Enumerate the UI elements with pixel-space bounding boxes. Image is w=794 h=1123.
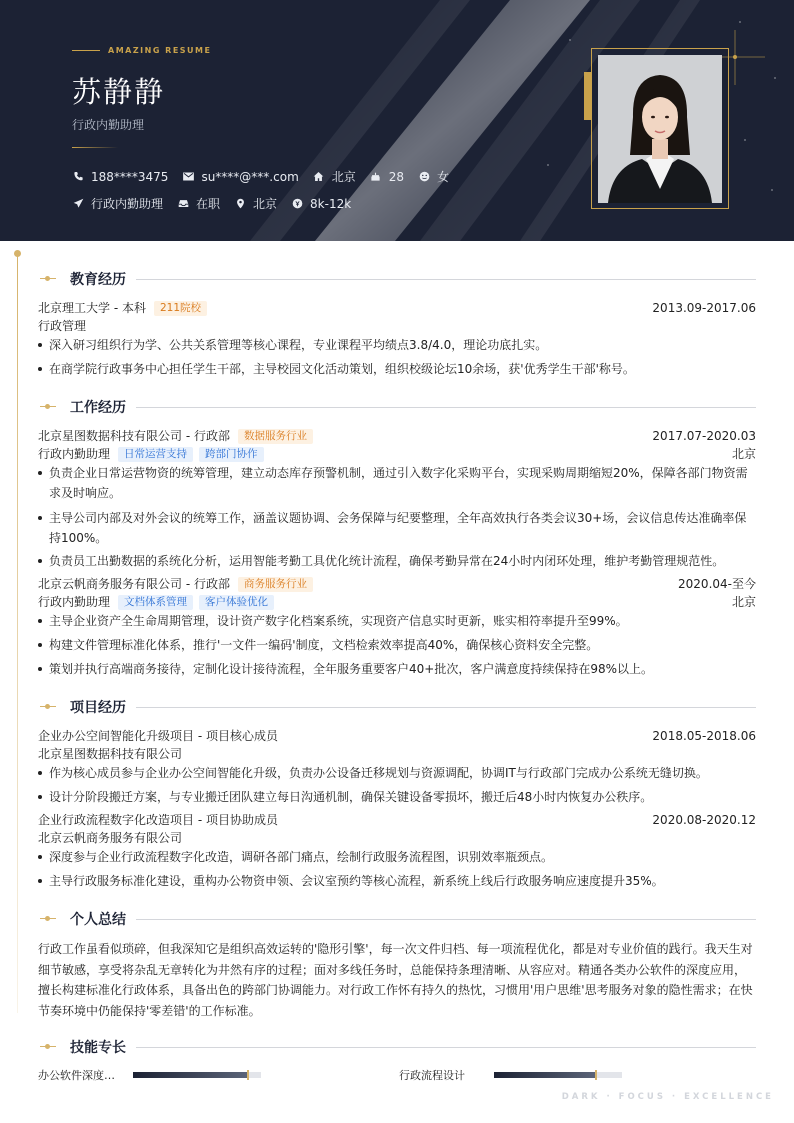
resume-header [0, 0, 794, 241]
contact-phone [72, 170, 168, 184]
education-school-row [38, 300, 756, 317]
education-date: 2013.09-2017.06 [652, 301, 756, 315]
contact-city-text: 北京 [331, 170, 356, 184]
tagline-text: AMAZING RESUME [108, 46, 212, 55]
job-bullet: 构建文件管理标准化体系，推行'一文件一编码'制度，文档检索效率提高40%，确保核心资料安全完整。 [38, 635, 756, 655]
contact-row [72, 168, 463, 185]
section-projects-header [40, 697, 756, 717]
intent-city-text: 北京 [253, 197, 278, 211]
candidate-name: 苏静静 [72, 75, 166, 109]
section-marker-icon [40, 702, 56, 712]
timeline-dot [14, 250, 21, 257]
project-name-row [38, 728, 756, 745]
school-name: 北京理工大学 - 本科 [38, 301, 146, 315]
section-marker-icon [40, 914, 56, 924]
intent-salary-text: 8k-12k [310, 196, 352, 211]
contact-phone-text: 188****3475 [91, 169, 169, 184]
project-date: 2018.05-2018.06 [652, 729, 756, 743]
coin-icon [291, 198, 303, 210]
education-bullet: 深入研习组织行为学、公共关系管理等核心课程，专业课程平均绩点3.8/4.0，理论功底扎实。 [38, 335, 756, 355]
project-bullet: 作为核心成员参与企业办公空间智能化升级，负责办公设备迁移规划与资源调配，协调IT与行政部门完成办公系统无缝切换。 [38, 763, 756, 783]
education-major: 行政管理 [38, 319, 87, 333]
contact-email [182, 170, 298, 184]
job-role-row [38, 446, 756, 463]
job-industry-tag: 商务服务行业 [238, 577, 313, 592]
section-title: 技能专长 [70, 1040, 126, 1056]
job-skill-tag: 日常运营支持 [118, 447, 193, 462]
section-work-header [40, 397, 756, 417]
send-icon [72, 198, 84, 210]
section-skills-header [40, 1037, 756, 1057]
job-bullet: 主导公司内部及对外会议的统筹工作，涵盖议题协调、会务保障与纪要整理，全年高效执行各类会议30+场，会议信息传达准确率保持100%。 [38, 508, 756, 548]
skill-bar [133, 1072, 261, 1078]
education-bullet: 在商学院行政事务中心担任学生干部，主导校园文化活动策划，组织校级论坛10余场，获'优秀学生干部'称号。 [38, 359, 756, 379]
face-icon [418, 171, 430, 183]
section-summary-header [40, 909, 756, 929]
project-name: 企业行政流程数字化改造项目 - 项目协助成员 [38, 813, 278, 827]
project-company-row [38, 830, 756, 847]
job-company: 北京云帆商务服务有限公司 - 行政部 [38, 577, 230, 591]
section-marker-icon [40, 402, 56, 412]
intent-status [177, 195, 220, 212]
footer-tagline: DARK · FOCUS · EXCELLENCE [561, 1092, 774, 1102]
resume-tagline [72, 46, 211, 55]
cake-icon [370, 171, 382, 183]
project-name: 企业办公空间智能化升级项目 - 项目核心成员 [38, 729, 278, 743]
contact-age [370, 170, 404, 184]
intent-position [72, 195, 163, 212]
section-title: 教育经历 [70, 272, 126, 288]
section-marker-icon [40, 1042, 56, 1052]
job-industry-tag: 数据服务行业 [238, 429, 313, 444]
skill-bar-fill [494, 1072, 596, 1078]
mail-icon [182, 171, 194, 183]
intent-status-text: 在职 [196, 197, 221, 211]
education-major-row [38, 318, 756, 335]
intent-city [234, 195, 277, 212]
skill-bar-marker [595, 1070, 597, 1080]
inbox-icon [177, 198, 189, 210]
skill-label: 办公软件深度… [38, 1069, 115, 1082]
contact-gender [418, 168, 449, 185]
section-rule [136, 707, 756, 708]
job-date: 2017.07-2020.03 [652, 429, 756, 443]
job-role-row [38, 594, 756, 611]
contact-city [313, 168, 356, 185]
job-skill-tag: 跨部门协作 [199, 447, 264, 462]
timeline-line [17, 253, 18, 1013]
job-role: 行政内勤助理 [38, 595, 111, 609]
section-title: 工作经历 [70, 400, 126, 416]
job-company-row [38, 576, 756, 593]
skill-bar-fill [133, 1072, 248, 1078]
job-company-row [38, 428, 756, 445]
project-bullet: 主导行政服务标准化建设，重构办公物资申领、会议室预约等核心流程，新系统上线后行政服务响应速度提升35%。 [38, 871, 756, 891]
skill-item [399, 1067, 622, 1083]
skill-bar [494, 1072, 622, 1078]
intent-row [72, 195, 365, 212]
project-date: 2020.08-2020.12 [652, 813, 756, 827]
section-marker-icon [40, 274, 56, 284]
school-tag: 211院校 [154, 301, 207, 316]
section-title: 个人总结 [70, 912, 126, 928]
contact-age-text: 28 [388, 169, 405, 184]
skill-label: 行政流程设计 [399, 1069, 465, 1082]
skill-bar-marker [247, 1070, 249, 1080]
tagline-rule [72, 50, 100, 51]
project-company-row [38, 746, 756, 763]
job-role: 行政内勤助理 [38, 447, 111, 461]
title-divider [72, 147, 118, 148]
project-company: 北京云帆商务服务有限公司 [38, 831, 183, 845]
section-education-header [40, 269, 756, 289]
job-skill-tag: 客户体验优化 [199, 595, 274, 610]
location-pin-icon [234, 198, 246, 210]
contact-email-text: su****@***.com [201, 169, 299, 184]
job-bullet: 主导企业资产全生命周期管理，设计资产数字化档案系统，实现资产信息实时更新，账实相符率提升至99%。 [38, 611, 756, 631]
phone-icon [72, 171, 84, 183]
summary-text: 行政工作虽看似琐碎，但我深知它是组织高效运转的'隐形引擎'，每一次文件归档、每一项流程优化，都是对专业价值的践行。我天生对细节敏感，享受将杂乱无章转化为井然有序的过程；面对多线任务时，总能保持条理清晰、从容应对。精通各类办公软件的深度应用，擅长构建标准化行政体系，具备出色的跨部门协调能力。对行政工作怀有持久的热忱，习惯用'用户思维'思考服务对象的隐性需求；在快节奏环境中仍能保持'零差错'的工作标准。 [38, 942, 753, 1018]
intent-salary [291, 197, 351, 211]
section-title: 项目经历 [70, 700, 126, 716]
job-bullet: 负责企业日常运营物资的统筹管理，建立动态库存预警机制，通过引入数字化采购平台，实现采购周期缩短20%，保障各部门物资需求及时响应。 [38, 463, 756, 503]
project-bullet: 设计分阶段搬迁方案，与专业搬迁团队建立每日沟通机制，确保关键设备零损坏，搬迁后48小时内恢复办公秩序。 [38, 787, 756, 807]
job-company: 北京星图数据科技有限公司 - 行政部 [38, 429, 230, 443]
job-date: 2020.04-至今 [678, 577, 756, 591]
job-bullet: 策划并执行高端商务接待，定制化设计接待流程，全年服务重要客户40+批次，客户满意度持续保持在98%以上。 [38, 659, 756, 679]
project-company: 北京星图数据科技有限公司 [38, 747, 183, 761]
project-name-row [38, 812, 756, 829]
intent-position-text: 行政内勤助理 [91, 197, 164, 211]
section-rule [136, 279, 756, 280]
home-icon [313, 171, 325, 183]
candidate-photo [598, 55, 722, 203]
contact-gender-text: 女 [437, 170, 450, 184]
job-skill-tag: 文档体系管理 [118, 595, 193, 610]
section-rule [136, 407, 756, 408]
skill-item [38, 1067, 261, 1083]
section-rule [136, 1047, 756, 1048]
job-city: 北京 [731, 447, 756, 461]
section-rule [136, 919, 756, 920]
candidate-title: 行政内勤助理 [72, 118, 145, 132]
job-bullet: 负责员工出勤数据的系统化分析，运用智能考勤工具优化统计流程，确保考勤异常在24小时内闭环处理，维护考勤管理规范性。 [38, 551, 756, 571]
photo-accent-tab [584, 72, 591, 120]
project-bullet: 深度参与企业行政流程数字化改造，调研各部门痛点，绘制行政服务流程图，识别效率瓶颈点。 [38, 847, 756, 867]
job-city: 北京 [731, 595, 756, 609]
